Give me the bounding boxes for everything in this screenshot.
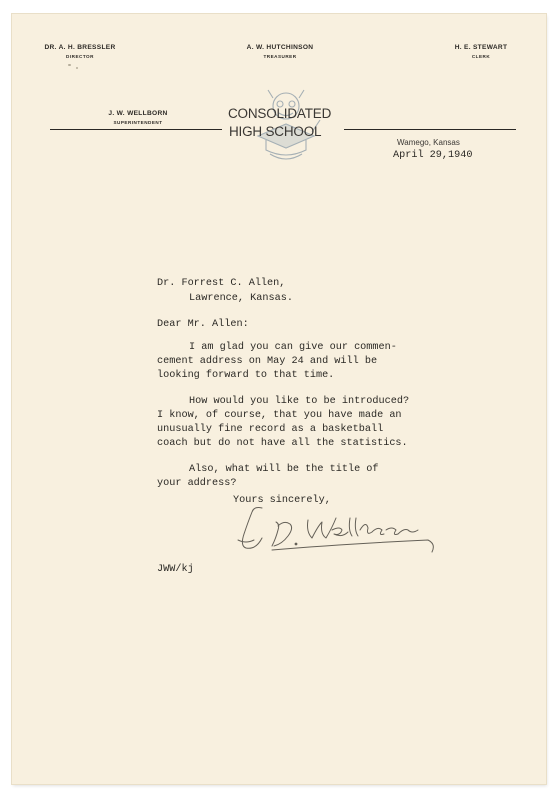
officer-name: H. E. STEWART <box>454 44 508 51</box>
body-line: cement address on May 24 and will be <box>157 356 378 367</box>
school-name <box>228 105 331 139</box>
officer-title: DIRECTOR <box>66 54 94 59</box>
officer-clerk <box>446 44 516 59</box>
town: Wamego, Kansas <box>397 138 460 147</box>
officer-title: CLERK <box>471 54 491 59</box>
body-line: How would you like to be introduced? <box>189 396 410 407</box>
body-line: looking forward to that time. <box>157 370 335 381</box>
signature-icon <box>232 500 442 564</box>
school-name-line1: CONSOLIDATED <box>228 106 332 121</box>
recipient-city: Lawrence, Kansas. <box>189 293 293 304</box>
recipient-name: Dr. Forrest C. Allen, <box>157 278 286 289</box>
salutation: Dear Mr. Allen: <box>157 319 249 330</box>
school-name-line2: HIGH SCHOOL <box>229 124 322 139</box>
officer-treasurer <box>228 44 332 59</box>
letterhead-rule-right <box>344 129 516 130</box>
body-line: I am glad you can give our commen- <box>189 342 397 353</box>
closing: Yours sincerely, <box>233 495 331 506</box>
superintendent-title: SUPERINTENDENT <box>113 120 163 125</box>
ink-speck <box>68 64 71 66</box>
reference-initials: JWW/kj <box>157 564 194 575</box>
officer-director <box>40 44 120 59</box>
body-line: I know, of course, that you have made an <box>157 410 402 421</box>
superintendent-name: J. W. WELLBORN <box>108 110 168 117</box>
letter-date: April 29,1940 <box>393 150 473 161</box>
officer-name: DR. A. H. BRESSLER <box>44 44 116 51</box>
body-line: coach but do not have all the statistics. <box>157 438 408 449</box>
ink-speck <box>76 67 78 69</box>
body-line: your address? <box>157 478 237 489</box>
superintendent <box>98 110 178 125</box>
officer-title: TREASURER <box>263 54 297 59</box>
letterhead-rule-left <box>50 129 222 130</box>
officer-name: A. W. HUTCHINSON <box>246 44 314 51</box>
body-line: Also, what will be the title of <box>189 464 379 475</box>
body-line: unusually fine record as a basketball <box>157 424 384 435</box>
